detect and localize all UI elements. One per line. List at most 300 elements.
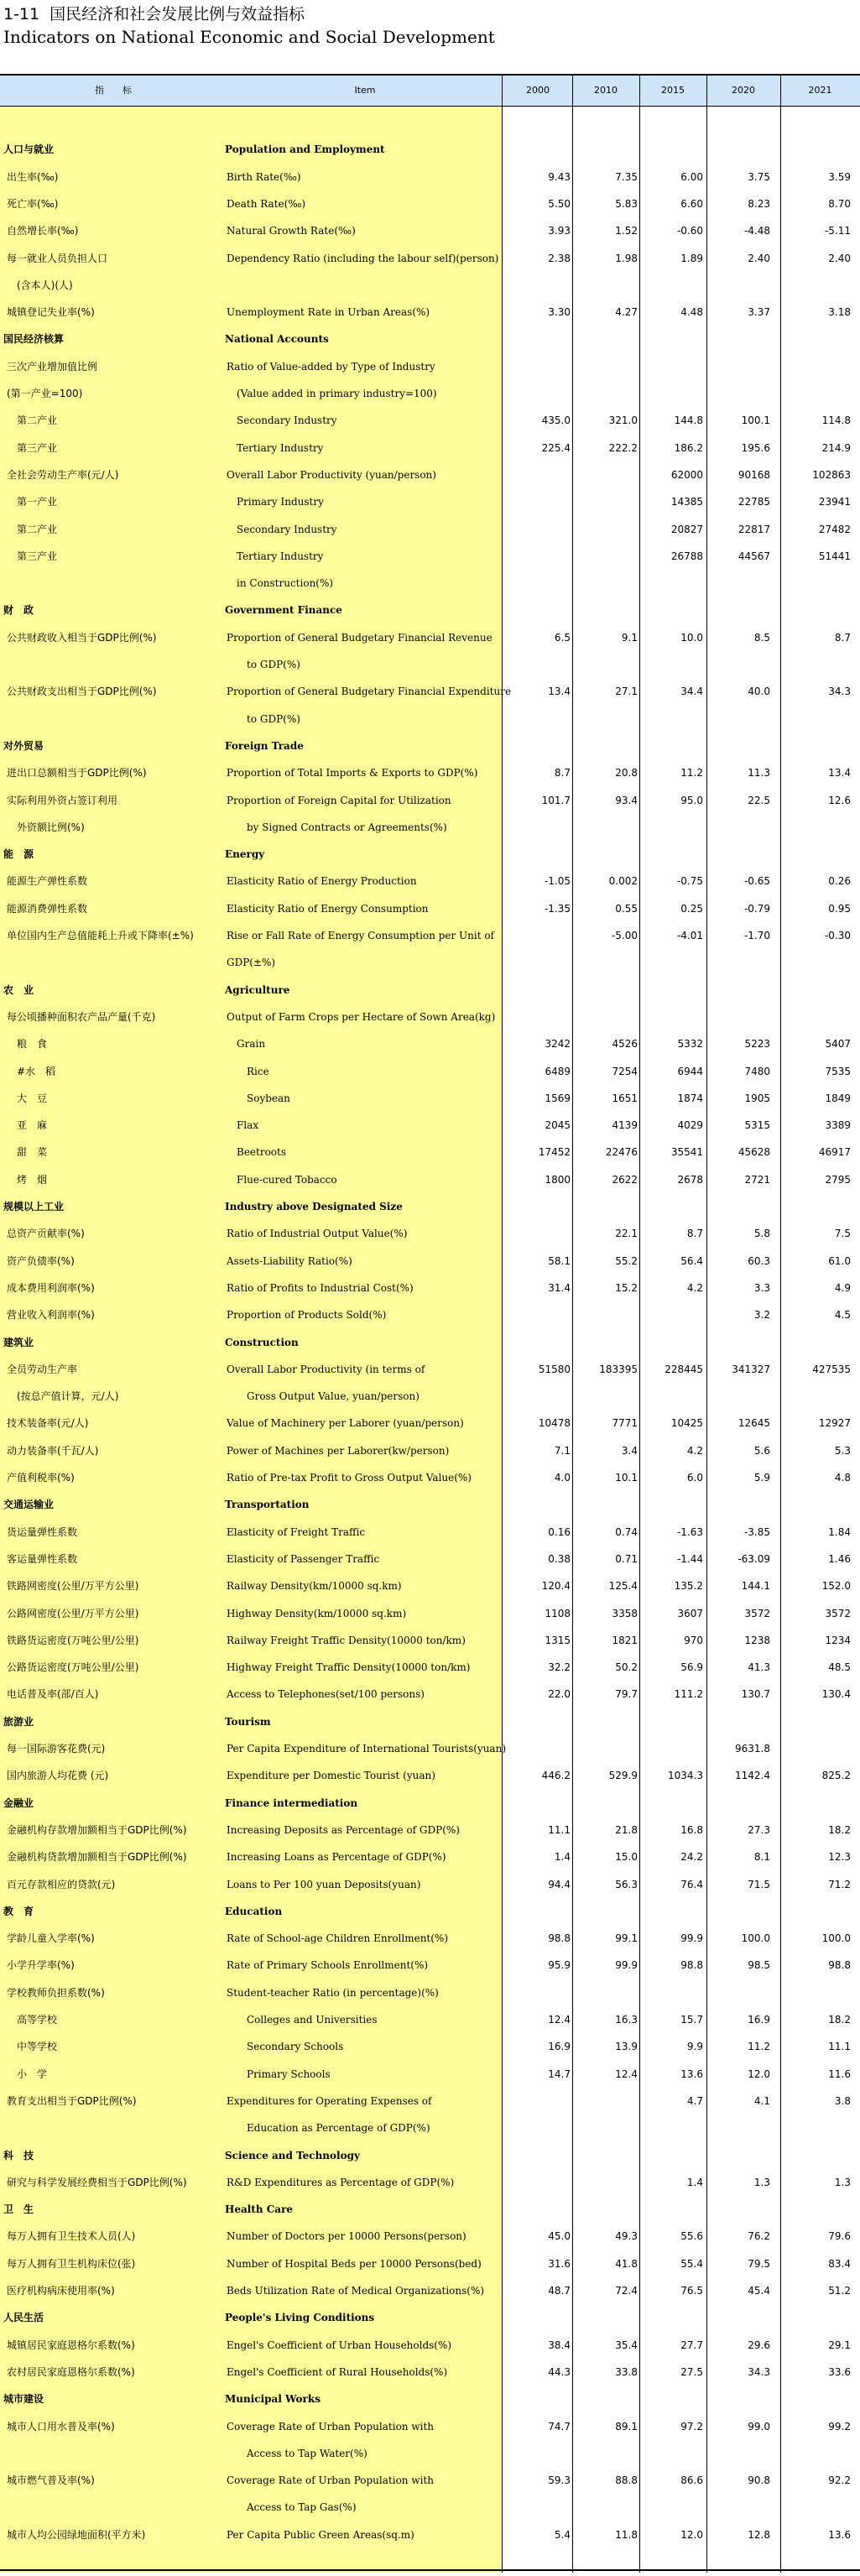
- table-row: [0, 787, 860, 814]
- row-label-en: Assets-Liability Ratio(%): [227, 1254, 352, 1267]
- section-label-en: National Accounts: [225, 333, 329, 346]
- section-row: [0, 977, 860, 1004]
- table-row: [0, 1817, 860, 1843]
- value-cell: 41.8: [615, 2257, 638, 2270]
- row-label-en: (Value added in primary industry=100): [227, 388, 437, 399]
- value-cell: 7480: [744, 1065, 770, 1077]
- value-cell: 0.25: [680, 902, 703, 915]
- table-row: [0, 2359, 860, 2386]
- value-cell: 95.9: [548, 1959, 571, 1972]
- value-cell: 55.2: [615, 1254, 638, 1267]
- value-cell: 1874: [677, 1092, 703, 1104]
- value-cell: 10.0: [680, 631, 703, 644]
- table-row: [0, 1735, 860, 1762]
- row-label-zh: 铁路货运密度(万吨公里/公里): [7, 1634, 139, 1646]
- table-row: [0, 2006, 860, 2033]
- table-number: 1-11: [3, 5, 40, 23]
- table-row: [0, 1572, 860, 1599]
- value-cell: 5.8: [753, 1228, 770, 1240]
- value-cell: 12.3: [828, 1851, 851, 1864]
- row-label-zh: #水 稻: [7, 1065, 56, 1077]
- section-label-en: Agriculture: [225, 983, 290, 996]
- value-cell: 4.27: [615, 306, 638, 319]
- section-label-en: Government Finance: [225, 604, 342, 617]
- row-label-zh: 学校教师负担系数(%): [7, 1986, 105, 1999]
- value-cell: 17452: [538, 1146, 571, 1159]
- section-row: [0, 841, 860, 868]
- table-row: [0, 1979, 860, 2006]
- value-cell: 27.5: [680, 2365, 703, 2378]
- value-cell: 56.3: [615, 1878, 638, 1890]
- table-row: [0, 217, 860, 244]
- value-cell: 12.8: [748, 2528, 770, 2541]
- row-label-en: Access to Tap Gas(%): [227, 2501, 357, 2514]
- value-cell: 35.4: [615, 2339, 638, 2351]
- value-cell: 56.9: [680, 1661, 703, 1674]
- row-label-zh: 小学升学率(%): [7, 1959, 75, 1972]
- table-row: [0, 1112, 860, 1139]
- row-label-en: Access to Tap Water(%): [227, 2447, 367, 2459]
- section-label-en: Population and Employment: [225, 143, 385, 156]
- value-cell: 4.48: [680, 306, 703, 319]
- section-label-zh: 金融业: [3, 1796, 34, 1809]
- row-label-zh: 死亡率(‰): [7, 197, 59, 210]
- table-row: [0, 2467, 860, 2494]
- value-cell: 99.0: [748, 2420, 770, 2433]
- value-cell: 6.00: [680, 170, 703, 183]
- value-cell: 16.9: [548, 2041, 571, 2053]
- value-cell: 74.7: [548, 2420, 571, 2433]
- value-cell: 58.1: [548, 1254, 571, 1267]
- table-row: [0, 2413, 860, 2440]
- row-label-en: Engel's Coefficient of Rural Households(%): [227, 2365, 448, 2378]
- table-row: [0, 435, 860, 461]
- value-cell: 1.52: [615, 225, 638, 237]
- value-cell: 3.30: [548, 306, 571, 319]
- column-header: [0, 76, 860, 107]
- section-label-zh: 人民生活: [3, 2312, 44, 2324]
- section-row: [0, 733, 860, 759]
- bottom-rule: [0, 2569, 860, 2571]
- table-row: [0, 1085, 860, 1112]
- value-cell: 4.8: [834, 1472, 851, 1484]
- section-label-zh: 能 源: [3, 848, 34, 861]
- row-label-en: Ratio of Value-added by Type of Industry: [227, 360, 435, 373]
- row-label-en: Student-teacher Ratio (in percentage)(%): [227, 1986, 439, 1999]
- row-label-zh: 每一国际游客花费(元): [7, 1743, 106, 1755]
- value-cell: -0.60: [676, 225, 703, 237]
- row-label-en: R&D Expenditures as Percentage of GDP(%): [227, 2176, 455, 2188]
- row-label-zh: 总资产贡献率(%): [7, 1228, 85, 1240]
- row-label-en: Flue-cured Tobacco: [227, 1173, 337, 1186]
- value-cell: 44567: [738, 550, 770, 562]
- value-cell: 1.4: [554, 1851, 571, 1864]
- value-cell: 45628: [738, 1146, 770, 1159]
- value-cell: 3.8: [834, 2094, 851, 2107]
- value-cell: 2.38: [548, 252, 571, 264]
- value-cell: 1034.3: [668, 1770, 703, 1782]
- value-cell: 225.4: [541, 441, 571, 454]
- table-row: [0, 1220, 860, 1247]
- value-cell: 183395: [599, 1363, 638, 1375]
- value-cell: 71.5: [748, 1878, 770, 1890]
- row-label-en: Increasing Deposits as Percentage of GDP(%): [227, 1823, 460, 1836]
- table-title-en: Indicators on National Economic and Social Development: [3, 27, 495, 47]
- value-cell: 222.2: [608, 441, 638, 454]
- value-cell: 79.6: [828, 2230, 851, 2243]
- value-cell: 6.0: [686, 1472, 703, 1484]
- value-cell: 13.4: [548, 686, 571, 698]
- section-label-en: Foreign Trade: [225, 739, 304, 752]
- table-row: [0, 1519, 860, 1546]
- table-row: [0, 624, 860, 651]
- table-row: [0, 272, 860, 299]
- value-cell: 435.0: [541, 415, 571, 427]
- value-cell: 14385: [670, 496, 703, 508]
- value-cell: 18.2: [828, 2014, 851, 2026]
- row-label-en: Per Capita Public Green Areas(sq.m): [227, 2528, 414, 2541]
- row-label-en: Proportion of Products Sold(%): [227, 1309, 387, 1322]
- row-label-en: Expenditures for Operating Expenses of: [227, 2094, 432, 2107]
- value-cell: -63.09: [738, 1552, 770, 1565]
- table-row: [0, 488, 860, 515]
- table-row: [0, 1030, 860, 1057]
- value-cell: 135.2: [674, 1580, 703, 1593]
- row-label-en: Secondary Schools: [227, 2041, 344, 2053]
- table-row: [0, 1464, 860, 1491]
- row-label-zh: 第二产业: [7, 415, 58, 427]
- value-cell: 1238: [744, 1634, 770, 1646]
- value-cell: 16.3: [615, 2014, 638, 2026]
- section-label-zh: 农 业: [3, 983, 34, 996]
- value-cell: 5.3: [834, 1444, 851, 1457]
- value-cell: 12645: [738, 1417, 770, 1430]
- value-cell: 5223: [744, 1038, 770, 1051]
- value-cell: 27.1: [615, 686, 638, 698]
- value-cell: -3.85: [743, 1525, 770, 1538]
- table-row: [0, 1762, 860, 1789]
- table-title: [3, 2, 305, 24]
- value-cell: 114.8: [821, 415, 851, 427]
- value-cell: 15.2: [615, 1281, 638, 1294]
- header-year: 2015: [661, 85, 685, 96]
- value-cell: 8.23: [748, 197, 770, 210]
- table-row: [0, 570, 860, 597]
- table-row: [0, 461, 860, 488]
- section-row: [0, 1491, 860, 1518]
- row-label-zh: 百元存款相应的贷款(元): [7, 1878, 116, 1890]
- row-label-zh: 城镇登记失业率(%): [7, 306, 95, 319]
- value-cell: 55.6: [680, 2230, 703, 2243]
- value-cell: 186.2: [674, 441, 703, 454]
- row-label-zh: (含本人)(人): [7, 279, 73, 291]
- row-label-zh: 电话普及率(部/百人): [7, 1688, 99, 1701]
- value-cell: 4.2: [686, 1281, 703, 1294]
- row-label-en: Number of Doctors per 10000 Persons(person): [227, 2230, 466, 2243]
- row-label-zh: 城市人口用水普及率(%): [7, 2420, 115, 2433]
- header-item-en: Item: [354, 85, 376, 96]
- section-label-en: Industry above Designated Size: [225, 1201, 403, 1212]
- value-cell: 45.0: [548, 2230, 571, 2243]
- value-cell: 45.4: [748, 2285, 770, 2297]
- row-label-zh: 出生率(‰): [7, 170, 59, 183]
- row-label-en: to GDP(%): [227, 659, 300, 670]
- row-label-en: to GDP(%): [227, 712, 300, 725]
- table-row: [0, 1139, 860, 1165]
- row-label-en: Primary Schools: [227, 2068, 331, 2080]
- row-label-zh: 大 豆: [7, 1092, 48, 1104]
- value-cell: 12.6: [828, 794, 851, 806]
- value-cell: 13.6: [828, 2528, 851, 2541]
- table-row: [0, 706, 860, 733]
- section-label-zh: 城市建设: [3, 2393, 44, 2406]
- blank-row: [0, 109, 860, 136]
- row-label-zh: 货运量弹性系数: [7, 1525, 78, 1538]
- table-row: [0, 2277, 860, 2304]
- row-label-zh: 研究与科学发展经费相当于GDP比例(%): [7, 2176, 187, 2188]
- table-row: [0, 2250, 860, 2277]
- row-label-zh: 学龄儿童入学率(%): [7, 1932, 95, 1945]
- value-cell: 61.0: [828, 1254, 851, 1267]
- row-label-en: Unemployment Rate in Urban Areas(%): [227, 306, 430, 319]
- value-cell: 125.4: [608, 1580, 638, 1593]
- row-label-zh: 教育支出相当于GDP比例(%): [7, 2094, 137, 2107]
- value-cell: 10.1: [615, 1472, 638, 1484]
- value-cell: 51441: [818, 550, 851, 562]
- value-cell: 16.9: [748, 2014, 770, 2026]
- value-cell: 5.83: [615, 197, 638, 210]
- value-cell: 9631.8: [735, 1743, 770, 1755]
- table-row: [0, 1871, 860, 1898]
- value-cell: 7.35: [615, 170, 638, 183]
- section-label-zh: 交通运输业: [3, 1499, 55, 1511]
- value-cell: 40.0: [748, 686, 770, 698]
- table-row: [0, 2169, 860, 2196]
- value-cell: 1108: [545, 1607, 571, 1619]
- value-cell: 2721: [744, 1173, 770, 1186]
- table-row: [0, 2332, 860, 2359]
- value-cell: 99.1: [615, 1932, 638, 1945]
- value-cell: -4.48: [743, 225, 770, 237]
- value-cell: 62000: [670, 468, 703, 481]
- row-label-en: Coverage Rate of Urban Population with: [227, 2474, 434, 2487]
- value-cell: 3.3: [753, 1281, 770, 1294]
- row-label-en: Primary Industry: [227, 496, 324, 508]
- row-label-en: Ratio of Profits to Industrial Cost(%): [227, 1281, 414, 1294]
- row-label-en: Rice: [227, 1065, 269, 1077]
- row-label-zh: 高等学校: [7, 2014, 58, 2026]
- value-cell: 7771: [612, 1417, 638, 1430]
- value-cell: 22.0: [548, 1688, 571, 1701]
- row-label-en: Rate of School-age Children Enrollment(%): [227, 1932, 449, 1945]
- row-label-en: Engel's Coefficient of Urban Households(%): [227, 2339, 452, 2351]
- value-cell: 27.3: [748, 1823, 770, 1836]
- value-cell: 0.95: [828, 902, 851, 915]
- value-cell: 0.002: [608, 875, 638, 888]
- value-cell: 76.4: [680, 1878, 703, 1890]
- row-label-zh: 农村居民家庭恩格尔系数(%): [7, 2365, 135, 2378]
- row-label-en: Value of Machinery per Laborer (yuan/person): [227, 1417, 464, 1430]
- row-label-zh: 进出口总额相当于GDP比例(%): [7, 767, 147, 780]
- value-cell: 195.6: [741, 441, 770, 454]
- value-cell: 33.6: [828, 2365, 851, 2378]
- value-cell: 3242: [545, 1038, 571, 1051]
- value-cell: -0.30: [824, 930, 851, 941]
- value-cell: -5.00: [611, 930, 638, 941]
- row-label-en: Number of Hospital Beds per 10000 Persons(bed): [227, 2257, 482, 2270]
- row-label-en: Gross Output Value, yuan/person): [227, 1390, 420, 1403]
- value-cell: 98.8: [680, 1959, 703, 1972]
- row-label-zh: 公路网密度(公里/万平方公里): [7, 1607, 139, 1619]
- value-cell: -0.65: [743, 875, 770, 888]
- table-row: [0, 1383, 860, 1410]
- value-cell: 48.5: [828, 1661, 851, 1674]
- value-cell: 6489: [545, 1065, 571, 1077]
- value-cell: 31.6: [548, 2257, 571, 2270]
- row-label-en: Elasticity Ratio of Energy Production: [227, 875, 417, 888]
- section-label-zh: 旅游业: [3, 1715, 34, 1728]
- row-label-en: Rise or Fall Rate of Energy Consumption per Unit of: [227, 930, 494, 941]
- section-label-en: Municipal Works: [225, 2393, 321, 2406]
- section-row: [0, 597, 860, 623]
- row-label-zh: 公路货运密度(万吨公里/公里): [7, 1661, 139, 1674]
- row-label-en: Birth Rate(‰): [227, 170, 301, 183]
- table-row: [0, 1925, 860, 1952]
- value-cell: 99.9: [680, 1932, 703, 1945]
- row-label-en: Flax: [227, 1119, 259, 1132]
- section-label-en: Tourism: [225, 1715, 271, 1728]
- header-year: 2010: [594, 85, 618, 96]
- table-row: [0, 895, 860, 922]
- table-row: [0, 245, 860, 272]
- row-label-en: by Signed Contracts or Agreements(%): [227, 821, 447, 833]
- value-cell: 1142.4: [735, 1770, 770, 1782]
- value-cell: 1905: [744, 1092, 770, 1104]
- table-row: [0, 1654, 860, 1681]
- section-row: [0, 1708, 860, 1735]
- value-cell: 32.2: [548, 1661, 571, 1674]
- row-label-en: Railway Freight Traffic Density(10000 ton/km): [227, 1634, 466, 1646]
- value-cell: 98.8: [548, 1932, 571, 1945]
- section-row: [0, 326, 860, 352]
- section-row: [0, 1790, 860, 1817]
- table-row: [0, 190, 860, 217]
- value-cell: 15.0: [615, 1851, 638, 1864]
- value-cell: 1.3: [753, 2176, 770, 2188]
- value-cell: 48.7: [548, 2285, 571, 2297]
- row-label-en: Grain: [227, 1038, 266, 1051]
- value-cell: 10478: [538, 1417, 571, 1430]
- value-cell: 12.0: [680, 2528, 703, 2541]
- value-cell: 0.38: [548, 1552, 571, 1565]
- value-cell: 3572: [744, 1607, 770, 1619]
- value-cell: -1.44: [676, 1552, 703, 1565]
- row-label-zh: 三次产业增加值比例: [7, 360, 98, 373]
- row-label-en: Secondary Industry: [227, 523, 337, 535]
- row-label-en: Overall Labor Productivity (in terms of: [227, 1363, 425, 1375]
- value-cell: 214.9: [821, 441, 851, 454]
- value-cell: 5407: [825, 1038, 851, 1051]
- value-cell: 79.7: [615, 1688, 638, 1701]
- row-label-en: Elasticity of Passenger Traffic: [227, 1552, 380, 1565]
- value-cell: 60.3: [748, 1254, 770, 1267]
- table-row: [0, 1843, 860, 1870]
- section-label-zh: 对外贸易: [3, 739, 44, 752]
- value-cell: -1.05: [544, 875, 571, 888]
- value-cell: 4.9: [834, 1281, 851, 1294]
- section-label-zh: 规模以上工业: [3, 1201, 65, 1212]
- row-label-zh: 能源生产弹性系数: [7, 875, 88, 888]
- row-label-en: Elasticity Ratio of Energy Consumption: [227, 902, 429, 915]
- value-cell: 26788: [670, 550, 703, 562]
- table-row: [0, 407, 860, 434]
- row-label-zh: 铁路网密度(公里/万平方公里): [7, 1580, 139, 1593]
- value-cell: 11.2: [680, 767, 703, 780]
- table-row: [0, 2088, 860, 2115]
- row-label-zh: 中等学校: [7, 2041, 58, 2053]
- value-cell: 102863: [812, 468, 851, 481]
- table-row: [0, 2223, 860, 2250]
- value-cell: 2045: [545, 1119, 571, 1132]
- row-label-en: Death Rate(‰): [227, 197, 306, 210]
- section-row: [0, 136, 860, 163]
- table-row: [0, 2440, 860, 2467]
- table-row: [0, 2061, 860, 2088]
- table-row: [0, 299, 860, 326]
- row-label-zh: 医疗机构病床使用率(%): [7, 2285, 115, 2297]
- value-cell: 22817: [738, 523, 770, 535]
- value-cell: 529.9: [608, 1770, 638, 1782]
- value-cell: 31.4: [548, 1281, 571, 1294]
- value-cell: 5315: [744, 1119, 770, 1132]
- value-cell: 49.3: [615, 2230, 638, 2243]
- row-label-zh: 国内旅游人均花费 (元): [7, 1770, 109, 1782]
- table-row: [0, 1275, 860, 1301]
- row-label-en: Highway Density(km/10000 sq.km): [227, 1607, 407, 1619]
- value-cell: 90.8: [748, 2474, 770, 2487]
- value-cell: 3.93: [548, 225, 571, 237]
- value-cell: 2678: [677, 1173, 703, 1186]
- table-row: [0, 353, 860, 380]
- value-cell: 0.55: [615, 902, 638, 915]
- value-cell: 46917: [818, 1146, 851, 1159]
- row-label-en: GDP(±%): [227, 957, 276, 969]
- value-cell: 89.1: [615, 2420, 638, 2433]
- value-cell: 76.2: [748, 2230, 770, 2243]
- row-label-en: Highway Freight Traffic Density(10000 ton/km): [227, 1661, 471, 1674]
- value-cell: 41.3: [748, 1661, 770, 1674]
- value-cell: 11.1: [548, 1823, 571, 1836]
- value-cell: 44.3: [548, 2365, 571, 2378]
- row-label-en: Soybean: [227, 1092, 290, 1104]
- row-label-zh: 甜 菜: [7, 1146, 48, 1159]
- table-row: [0, 1600, 860, 1627]
- header-year: 2000: [526, 85, 550, 96]
- value-cell: 1821: [612, 1634, 638, 1646]
- value-cell: 12.0: [748, 2068, 770, 2080]
- value-cell: 88.8: [615, 2474, 638, 2487]
- table-row: [0, 516, 860, 543]
- section-label-zh: 教 育: [3, 1905, 34, 1917]
- row-label-en: Tertiary Industry: [227, 441, 324, 454]
- value-cell: 11.8: [615, 2528, 638, 2541]
- value-cell: 3.59: [828, 170, 851, 183]
- row-label-en: Rate of Primary Schools Enrollment(%): [227, 1959, 429, 1972]
- row-label-en: Expenditure per Domestic Tourist (yuan): [227, 1770, 435, 1782]
- row-label-en: Proportion of General Budgetary Financial Expenditure: [227, 686, 512, 698]
- row-label-en: Access to Telephones(set/100 persons): [227, 1688, 425, 1701]
- value-cell: 825.2: [821, 1770, 851, 1782]
